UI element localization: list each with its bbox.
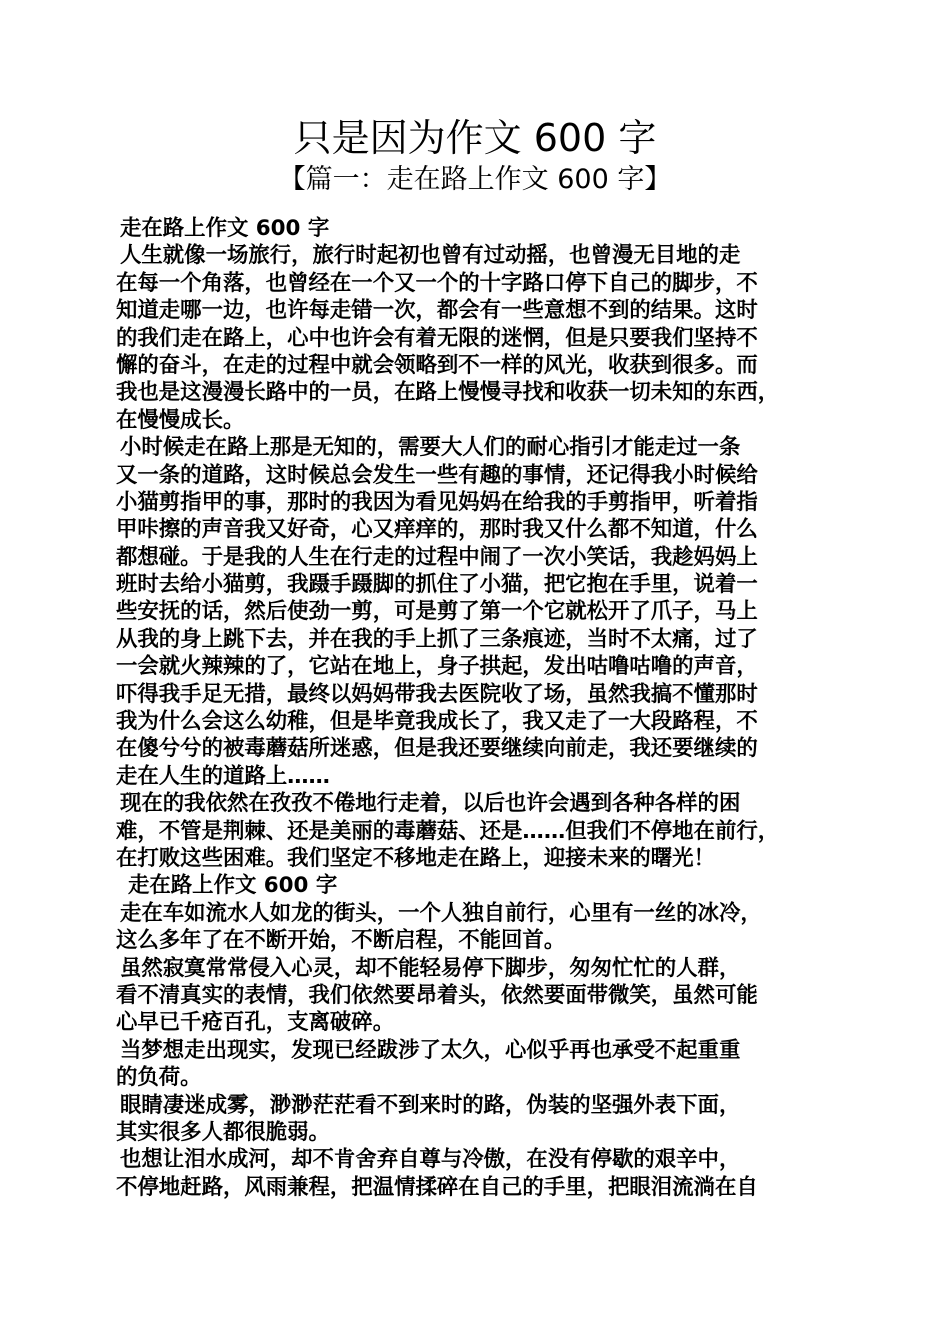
body-line: 眼睛凄迷成雾，渺渺茫茫看不到来时的路，伪装的坚强外表下面， [120, 1092, 741, 1118]
body-line: 的我们走在路上，心中也许会有着无限的迷惘，但是只要我们坚持不 [116, 325, 758, 351]
body-line: 难，不管是荆棘、还是美丽的毒蘑菇、还是……但我们不停地在前行， [116, 818, 780, 844]
body-line: 甲咔擦的声音我又好奇，心又痒痒的，那时我又什么都不知道，什么 [116, 517, 758, 543]
body-line: 虽然寂寞常常侵入心灵，却不能轻易停下脚步，匆匆忙忙的人群， [120, 955, 741, 981]
body-line: 些安抚的话，然后使劲一剪，可是剪了第一个它就松开了爪子，马上 [116, 599, 758, 625]
body-line: 不停地赶路，风雨兼程，把温情揉碎在自己的手里，把眼泪流淌在自 [116, 1174, 758, 1200]
body-line: 看不清真实的表情，我们依然要昂着头，依然要面带微笑，虽然可能 [116, 982, 758, 1008]
body-line: 走在人生的道路上…… [116, 763, 330, 789]
body-line: 走在路上作文 600 字 [120, 216, 330, 241]
document-title: 只是因为作文 600 字 [293, 116, 657, 160]
document-body [116, 215, 851, 1201]
body-line: 班时去给小猫剪，我蹑手蹑脚的抓住了小猫，把它抱在手里，说着一 [116, 572, 758, 598]
body-line: 心早已千疮百孔，支离破碎。 [116, 1010, 395, 1036]
document-subtitle: 【篇一：走在路上作文 600 字】 [278, 164, 672, 195]
body-line: 人生就像一场旅行，旅行时起初也曾有过动摇，也曾漫无目地的走 [120, 243, 741, 269]
body-line: 在打败这些困难。我们坚定不移地走在路上，迎接未来的曙光！ [116, 845, 715, 871]
body-line: 在傻兮兮的被毒蘑菇所迷惑，但是我还要继续向前走，我还要继续的 [116, 736, 758, 762]
body-line: 吓得我手足无措，最终以妈妈带我去医院收了场，虽然我搞不懂那时 [116, 681, 758, 707]
body-line: 在慢慢成长。 [116, 407, 245, 433]
body-line: 也想让泪水成河，却不肯舍弃自尊与冷傲，在没有停歇的艰辛中， [120, 1147, 741, 1173]
body-line: 一会就火辣辣的了，它站在地上，身子拱起，发出咕噜咕噜的声音， [116, 654, 758, 680]
body-line: 又一条的道路，这时候总会发生一些有趣的事情，还记得我小时候给 [116, 462, 758, 488]
body-line: 其实很多人都很脆弱。 [116, 1119, 330, 1145]
body-line: 都想碰。于是我的人生在行走的过程中闹了一次小笑话，我趁妈妈上 [116, 544, 758, 570]
body-line: 我为什么会这么幼稚，但是毕竟我成长了，我又走了一大段路程，不 [116, 709, 758, 735]
body-line: 当梦想走出现实，发现已经跋涉了太久，心似乎再也承受不起重重 [120, 1037, 741, 1063]
body-line: 的负荷。 [116, 1065, 202, 1091]
body-line: 从我的身上跳下去，并在我的手上抓了三条痕迹，当时不太痛，过了 [116, 626, 758, 652]
body-line: 现在的我依然在孜孜不倦地行走着，以后也许会遇到各种各样的困 [120, 791, 741, 817]
body-line: 这么多年了在不断开始，不断启程，不能回首。 [116, 928, 566, 954]
body-line: 小猫剪指甲的事，那时的我因为看见妈妈在给我的手剪指甲，听着指 [116, 489, 758, 515]
body-line: 知道走哪一边，也许每走错一次，都会有一些意想不到的结果。这时 [116, 298, 758, 324]
body-line: 我也是这漫漫长路中的一员，在路上慢慢寻找和收获一切未知的东西， [116, 380, 780, 406]
body-line: 在每一个角落，也曾经在一个又一个的十字路口停下自己的脚步，不 [116, 270, 758, 296]
body-line: 小时候走在路上那是无知的，需要大人们的耐心指引才能走过一条 [120, 435, 741, 461]
body-line: 懈的奋斗，在走的过程中就会领略到不一样的风光，收获到很多。而 [116, 352, 758, 378]
body-line: 走在车如流水人如龙的街头，一个人独自前行，心里有一丝的冰冷， [120, 900, 762, 926]
body-line: 走在路上作文 600 字 [128, 873, 338, 899]
